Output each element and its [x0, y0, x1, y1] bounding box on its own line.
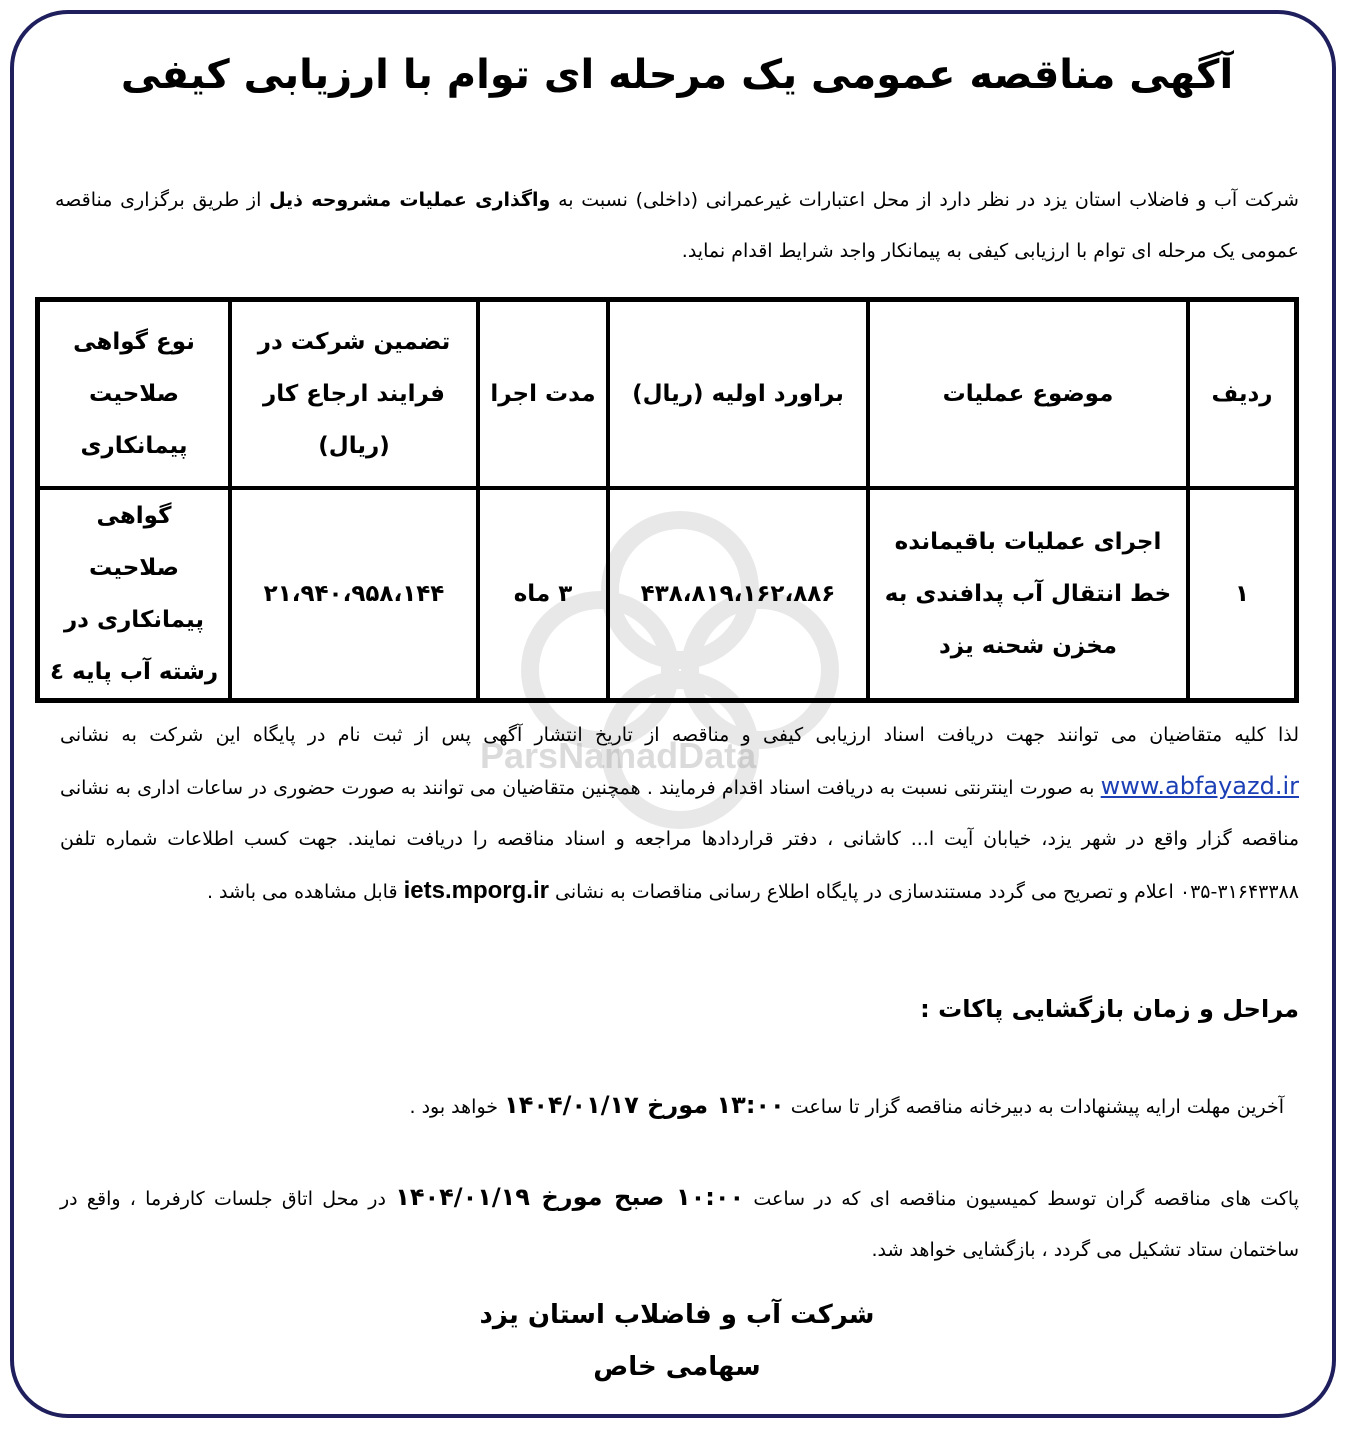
documents-text-2: به صورت اینترنتی نسبت به دریافت اسناد اقدام فرمایند . همچنین متقاضیان می توانند به صورت حضوری در ساعات اداری به نشانی مناقصه گزار واقع در شهر یزد، خیابان آیت ا... کاشانی ، دفتر قراردادها مراجعه و اسناد مناقصه را دریافت نمایند. جهت کسب اطلاعات شماره تلفن ۳۱۶۴۳۳۸۸-۰۳۵ اعلام و تصریح می گردد مستندسازی در پایگاه اطلاع رسانی مناقصات به نشانی: [60, 777, 1299, 903]
header-duration: مدت اجرا: [478, 300, 608, 488]
deadline-text-1: آخرین مهلت ارایه پیشنهادات به دبیرخانه مناقصه گزار تا ساعت: [784, 1096, 1284, 1118]
iets-site: iets.mporg.ir: [403, 877, 549, 904]
header-subject: موضوع عملیات: [868, 300, 1188, 488]
intro-bold: واگذاری عملیات مشروحه ذیل: [269, 189, 551, 211]
abfayazd-link[interactable]: www.abfayazd.ir: [1100, 772, 1299, 800]
section-heading: مراحل و زمان بازگشایی پاکات :: [920, 995, 1299, 1023]
intro-paragraph: [55, 175, 1299, 277]
deadline-date: ۱۳:۰۰ مورخ ۱۴۰۴/۰۱/۱۷: [504, 1091, 785, 1119]
header-estimate: براورد اولیه (ریال): [608, 300, 868, 488]
cell-estimate: ۴۳۸،۸۱۹،۱۶۲،۸۸۶: [608, 488, 868, 700]
page-title: آگهی مناقصه عمومی یک مرحله ای توام با ارزیابی کیفی: [120, 52, 1234, 98]
documents-paragraph: [60, 710, 1299, 918]
table-header-row: [38, 300, 1296, 488]
cell-guarantee: ۲۱،۹۴۰،۹۵۸،۱۴۴: [230, 488, 478, 700]
watermark-text: ParsNamadData: [480, 735, 757, 776]
opening-date: ۱۰:۰۰ صبح مورخ ۱۴۰۴/۰۱/۱۹: [395, 1183, 745, 1211]
cell-certificate: گواهی صلاحیت پیمانکاری در رشته آب پایه ٤: [38, 488, 230, 700]
header-guarantee: تضمین شرکت در فرایند ارجاع کار (ریال): [230, 300, 478, 488]
opening-text-2: در محل اتاق جلسات کارفرما ، واقع در ساختمان ستاد تشکیل می گردد ، بازگشایی خواهد شد.: [60, 1188, 1299, 1261]
cell-subject: اجرای عملیات باقیمانده خط انتقال آب پدافندی به مخزن شحنه یزد: [868, 488, 1188, 700]
table-row: [38, 488, 1296, 700]
documents-text-1: لذا کلیه متقاضیان می توانند جهت دریافت اسناد ارزیابی کیفی و مناقصه از تاریخ انتشار آگهی پس از ثبت نام در پایگاه این شرکت به نشانی: [60, 724, 1299, 746]
header-certificate: نوع گواهی صلاحیت پیمانکاری: [38, 300, 230, 488]
cell-duration: ۳ ماه: [478, 488, 608, 700]
deadline-paragraph: [60, 1080, 1284, 1133]
signature-company: شرکت آب و فاضلاب استان یزد: [479, 1300, 875, 1330]
signature-type: سهامی خاص: [593, 1352, 761, 1382]
header-row-number: ردیف: [1188, 300, 1296, 488]
intro-text-1: شرکت آب و فاضلاب استان یزد در نظر دارد از محل اعتبارات غیرعمرانی (داخلی) نسبت به: [550, 189, 1299, 211]
tender-table: [35, 297, 1299, 703]
opening-paragraph: [60, 1172, 1299, 1276]
documents-text-3: قابل مشاهده می باشد .: [206, 881, 404, 903]
cell-row-number: ۱: [1188, 488, 1296, 700]
opening-text-1: پاکت های مناقصه گران توسط کمیسیون مناقصه ای که در ساعت: [744, 1188, 1300, 1210]
deadline-text-2: خواهد بود .: [409, 1096, 505, 1118]
intro-text-2: از طریق برگزاری مناقصه عمومی یک مرحله ای توام با ارزیابی کیفی به پیمانکار واجد شرایط اقدام نماید.: [55, 189, 1299, 262]
